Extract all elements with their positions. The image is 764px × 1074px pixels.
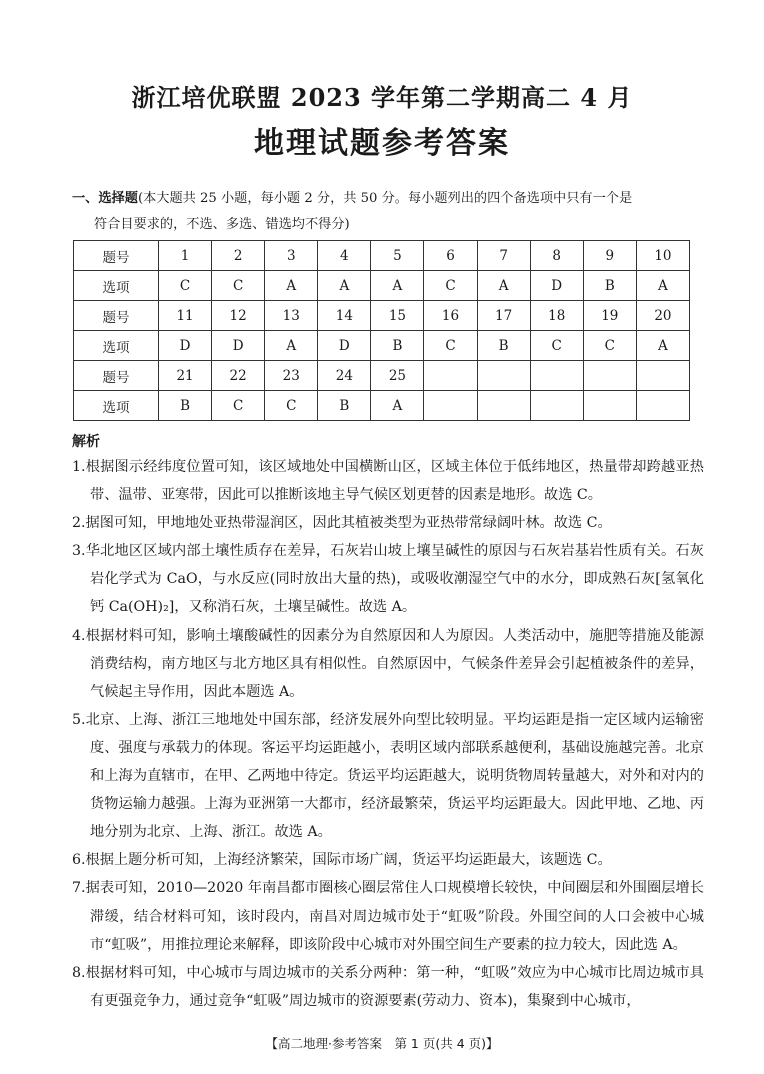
table-cell xyxy=(530,391,583,421)
analysis-list xyxy=(72,453,704,1015)
table-cell: 25 xyxy=(371,361,424,391)
table-cell: 11 xyxy=(159,301,212,331)
table-cell: 23 xyxy=(265,361,318,391)
table-cell: A xyxy=(636,331,689,361)
table-cell: 18 xyxy=(530,301,583,331)
analysis-item: 3.华北地区区域内部土壤性质存在差异，石灰岩山坡上壤呈碱性的原因与石灰岩基岩性质有关。石灰岩化学式为 CaO，与水反应(同时放出大量的热)，或吸收潮湿空气中的水分，即成熟石灰[氢氧化钙 Ca(OH)₂]，又称消石灰，土壤呈碱性。故选 A。 xyxy=(72,543,704,616)
table-cell: A xyxy=(318,271,371,301)
page-footer: 【高二地理·参考答案 第 1 页(共 4 页)】 xyxy=(265,1036,499,1051)
table-cell: C xyxy=(212,271,265,301)
table-row xyxy=(74,391,690,421)
table-cell: B xyxy=(371,331,424,361)
table-cell: D xyxy=(318,331,371,361)
answer-table xyxy=(73,240,690,421)
table-row-header: 题号 xyxy=(74,301,159,331)
table-cell: B xyxy=(583,271,636,301)
table-cell: A xyxy=(265,331,318,361)
table-row xyxy=(74,241,690,271)
table-cell: 7 xyxy=(477,241,530,271)
analysis-item: 2.据图可知，甲地地处亚热带湿润区，因此其植被类型为亚热带常绿阔叶林。故选 C。 xyxy=(72,515,612,532)
table-cell: 5 xyxy=(371,241,424,271)
analysis-title: 解析 xyxy=(72,434,100,450)
document-title-line1: 浙江培优联盟 2023 学年第二学期高二 4 月 xyxy=(131,83,633,112)
table-cell: 21 xyxy=(159,361,212,391)
table-cell: 6 xyxy=(424,241,477,271)
table-cell xyxy=(583,391,636,421)
table-cell: D xyxy=(212,331,265,361)
table-cell: A xyxy=(636,271,689,301)
table-row xyxy=(74,271,690,301)
analysis-item: 7.据表可知，2010—2020 年南昌都市圈核心圈层常住人口规模增长较快，中间圈层和外围圈层增长滞缓，结合材料可知，该时段内，南昌对周边城市处于“虹吸”阶段。外围空间的人口会被中心城市“虹吸”，用推拉理论来解释，即该阶段中心城市对外围空间生产要素的拉力较大，因此选 A。 xyxy=(72,880,704,953)
table-cell: C xyxy=(159,271,212,301)
table-cell: C xyxy=(530,331,583,361)
table-cell xyxy=(477,361,530,391)
table-row-header: 选项 xyxy=(74,391,159,421)
table-cell xyxy=(636,391,689,421)
table-cell: 16 xyxy=(424,301,477,331)
table-cell: C xyxy=(265,391,318,421)
table-cell: 4 xyxy=(318,241,371,271)
table-cell xyxy=(424,361,477,391)
table-cell: 3 xyxy=(265,241,318,271)
table-cell: B xyxy=(159,391,212,421)
table-cell: 20 xyxy=(636,301,689,331)
table-cell xyxy=(424,391,477,421)
analysis-item: 8.根据材料可知，中心城市与周边城市的关系分两种：第一种，“虹吸”效应为中心城市比周边城市具有更强竞争力，通过竞争“虹吸”周边城市的资源要素(劳动力、资本)，集聚到中心城市， xyxy=(72,964,704,1009)
table-row xyxy=(74,331,690,361)
analysis-item: 4.根据材料可知，影响土壤酸碱性的因素分为自然原因和人为原因。人类活动中，施肥等措施及能源消费结构，南方地区与北方地区具有相似性。自然原因中，气候条件差异会引起植被条件的差异，气候起主导作用，因此本题选 A。 xyxy=(72,627,704,700)
table-cell xyxy=(636,361,689,391)
table-row xyxy=(74,301,690,331)
table-cell xyxy=(583,361,636,391)
table-cell: 24 xyxy=(318,361,371,391)
table-cell: 1 xyxy=(159,241,212,271)
table-cell: A xyxy=(371,271,424,301)
table-cell: A xyxy=(265,271,318,301)
table-row xyxy=(74,361,690,391)
table-cell: 9 xyxy=(583,241,636,271)
table-cell: 13 xyxy=(265,301,318,331)
table-cell: 10 xyxy=(636,241,689,271)
section-description: (本大题共 25 小题，每小题 2 分，共 50 分。每小题列出的四个备选项中只有一个是 xyxy=(137,191,633,206)
table-row-header: 题号 xyxy=(74,241,159,271)
section-label: 一、选择题 xyxy=(72,191,138,206)
table-cell: 2 xyxy=(212,241,265,271)
table-row-header: 选项 xyxy=(74,271,159,301)
table-row-header: 选项 xyxy=(74,331,159,361)
table-cell: 14 xyxy=(318,301,371,331)
analysis-item: 6.根据上题分析可知，上海经济繁荣，国际市场广阔，货运平均运距最大，该题选 C。 xyxy=(72,852,612,869)
table-row-header: 题号 xyxy=(74,361,159,391)
table-cell: 12 xyxy=(212,301,265,331)
section-description-line2: 符合目要求的，不选、多选、错选均不得分) xyxy=(94,217,350,232)
table-cell: B xyxy=(477,331,530,361)
table-cell xyxy=(477,391,530,421)
table-cell: C xyxy=(212,391,265,421)
table-cell: C xyxy=(424,271,477,301)
table-cell: 17 xyxy=(477,301,530,331)
table-cell: A xyxy=(477,271,530,301)
table-cell: B xyxy=(318,391,371,421)
analysis-item: 1.根据图示经纬度位置可知，该区域地处中国横断山区，区域主体位于低纬地区，热量带却跨越亚热带、温带、亚寒带，因此可以推断该地主导气候区划更替的因素是地形。故选 C。 xyxy=(72,459,704,504)
document-title-line2: 地理试题参考答案 xyxy=(254,126,510,161)
section-header xyxy=(72,186,700,238)
table-cell: 19 xyxy=(583,301,636,331)
table-cell xyxy=(530,361,583,391)
table-cell: D xyxy=(159,331,212,361)
table-cell: 15 xyxy=(371,301,424,331)
table-cell: C xyxy=(424,331,477,361)
table-cell: D xyxy=(530,271,583,301)
analysis-item: 5.北京、上海、浙江三地地处中国东部，经济发展外向型比较明显。平均运距是指一定区域内运输密度、强度与承载力的体现。客运平均运距越小，表明区域内部联系越便利，基础设施越完善。北京和上海为直辖市，在甲、乙两地中待定。货运平均运距越大，说明货物周转量越大，对外和对内的货物运输力越强。上海为亚洲第一大都市，经济最繁荣，货运平均运距最大。因此甲地、乙地、丙地分别为北京、上海、浙江。故选 A。 xyxy=(72,711,704,841)
table-cell: 22 xyxy=(212,361,265,391)
table-cell: C xyxy=(583,331,636,361)
table-cell: A xyxy=(371,391,424,421)
table-cell: 8 xyxy=(530,241,583,271)
